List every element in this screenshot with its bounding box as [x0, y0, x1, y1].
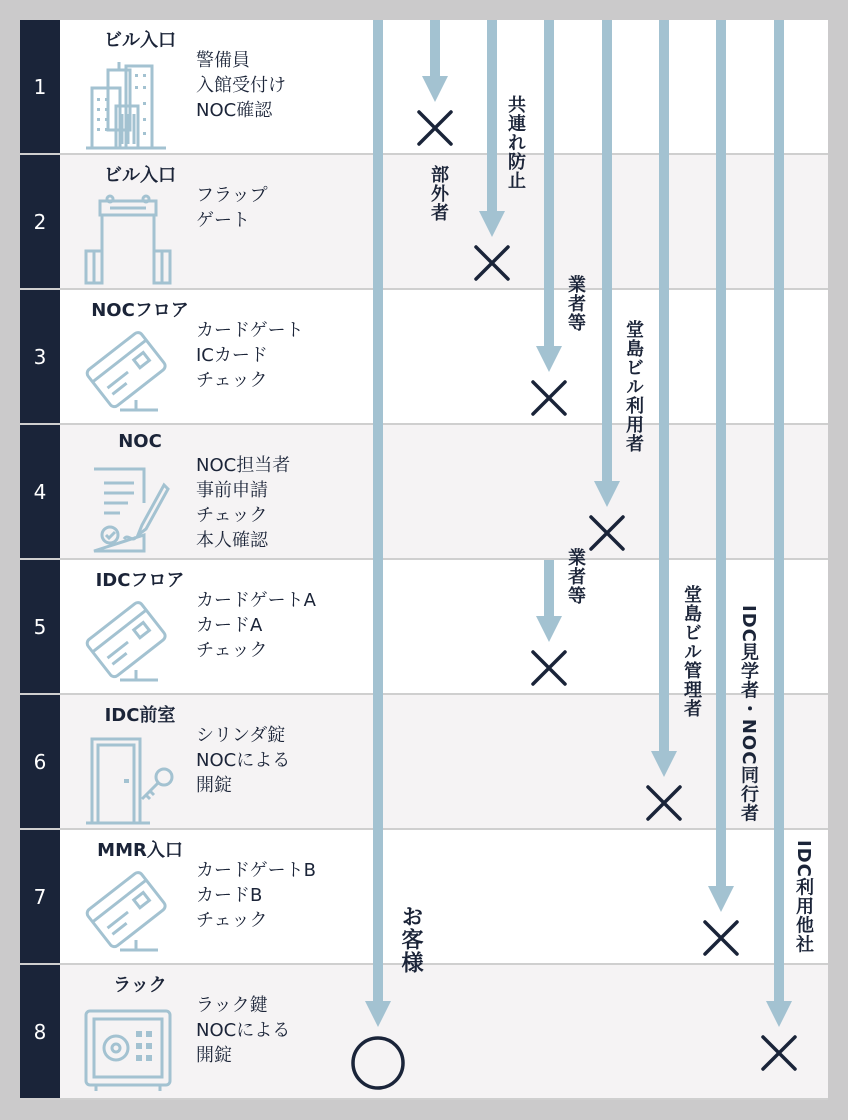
step-description: 警備員 入館受付け NOC確認 [196, 50, 286, 121]
flow-arrow [594, 20, 620, 507]
circle-allowed-icon [353, 1038, 403, 1088]
cross-denied-icon [763, 1037, 795, 1069]
cross-denied-icon [533, 382, 565, 414]
step-number: 2 [20, 155, 60, 288]
flow-label: お客様 [398, 905, 423, 974]
flow-arrow [536, 560, 562, 642]
step-description: カードゲートA カードA チェック [196, 590, 316, 661]
flow-label: IDC利用他社 [793, 840, 814, 954]
step-title: IDCフロア [95, 570, 185, 591]
step-description: NOC担当者 事前申請 チェック 本人確認 [196, 455, 291, 551]
step-description: フラップ ゲート [196, 185, 268, 231]
flow-label: 業者等 [565, 275, 586, 332]
flow-arrow [766, 20, 792, 1027]
flow-arrow [422, 20, 448, 102]
step-number: 6 [20, 695, 60, 828]
flow-label: 部外者 [428, 165, 449, 222]
step-title: IDC前室 [104, 705, 176, 726]
flow-arrow [651, 20, 677, 777]
step-description: カードゲートB カードB チェック [196, 860, 316, 931]
flow-arrow [536, 20, 562, 372]
step-description: カードゲート ICカード チェック [196, 320, 304, 391]
step-title: ラック [113, 975, 167, 996]
flow-label: 業者等 [565, 548, 586, 605]
step-title: ビル入口 [104, 165, 176, 186]
step-number: 3 [20, 290, 60, 423]
cross-denied-icon [648, 787, 680, 819]
cross-denied-icon [476, 247, 508, 279]
step-number: 7 [20, 830, 60, 963]
flow-label: 堂島ビル利用者 [623, 320, 644, 453]
cross-denied-icon [419, 112, 451, 144]
step-number: 5 [20, 560, 60, 693]
cross-denied-icon [533, 652, 565, 684]
step-number: 8 [20, 965, 60, 1098]
flow-label: 堂島ビル管理者 [681, 585, 702, 718]
step-description: シリンダ錠 NOCによる 開錠 [196, 725, 291, 796]
step-title: NOC [118, 431, 162, 452]
cross-denied-icon [705, 922, 737, 954]
flow-arrow [708, 20, 734, 912]
step-number: 4 [20, 425, 60, 558]
step-title: NOCフロア [91, 300, 189, 321]
step-title: MMR入口 [97, 840, 183, 861]
step-title: ビル入口 [104, 30, 176, 51]
step-description: ラック鍵 NOCによる 開錠 [196, 995, 291, 1066]
security-flow-diagram [20, 20, 828, 1100]
step-number: 1 [20, 20, 60, 153]
flow-arrow [365, 20, 391, 1027]
flow-label: IDC見学者・NOC同行者 [738, 605, 759, 823]
cross-denied-icon [591, 517, 623, 549]
flow-label: 共連れ防止 [505, 95, 526, 190]
